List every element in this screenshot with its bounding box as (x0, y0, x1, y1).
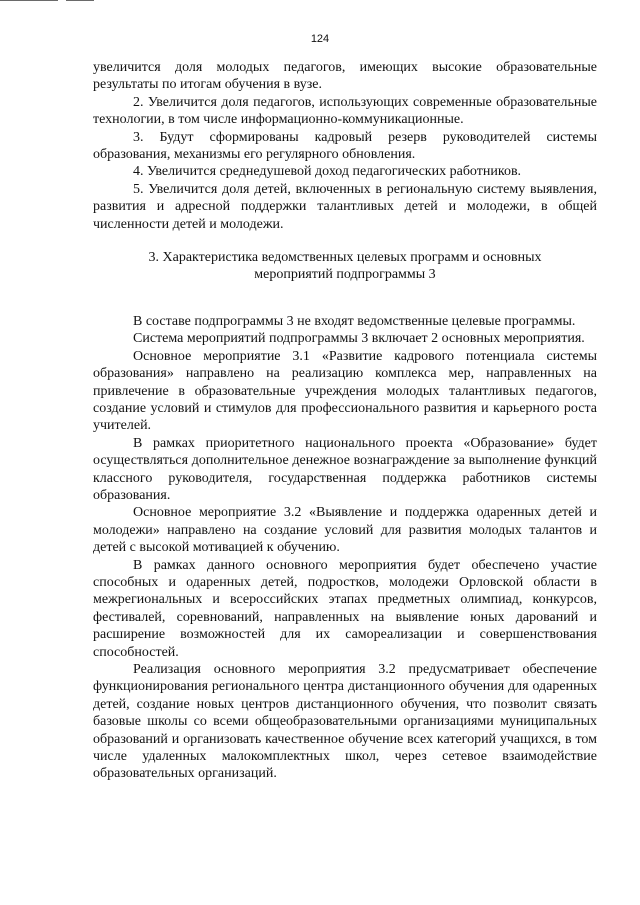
paragraph: Система мероприятий подпрограммы 3 включает 2 основных мероприятия. (133, 331, 585, 347)
paragraph: Основное мероприятие 3.2 «Выявление и поддержка одаренных детей и молодежи» направлено на создание условий для развития молодых талантов и детей с высокой мотивацией к обучению. (93, 505, 597, 556)
paragraph: Реализация основного мероприятия 3.2 предусматривает обеспечение функционирования регионального центра дистанционного обучения для одаренных детей, создание новых центров дистанционного обучения, что позволит связать базовые школы со всеми общеобразовательными организациями муниципальных образований и организовать качественное обучение всех категорий учащихся, в том числе удаленных малокомплектных школ, через сетевое взаимодействие образовательных организаций. (93, 662, 597, 782)
section-heading-line1: 3. Характеристика ведомственных целевых программ и основных (148, 250, 542, 266)
paragraphs-before (93, 59, 597, 233)
page-number: 124 (310, 33, 330, 45)
paragraph: увеличится доля молодых педагогов, имеющих высокие образовательные результаты по итогам обучения в вузе. (93, 60, 597, 93)
paragraph: 4. Увеличится среднедушевой доход педагогических работников. (133, 164, 522, 180)
paragraph: 5. Увеличится доля детей, включенных в региональную систему выявления, развития и адресной поддержки талантливых детей и молодежи, в общей численности детей и молодежи. (93, 181, 597, 232)
paragraph: Основное мероприятие 3.1 «Развитие кадрового потенциала системы образования» направлено на реализацию комплекса мер, направленных на привлечение в образовательные учреждения молодых талантливых педагогов, создание условий и стимулов для профессионального развития и карьерного роста учителей. (93, 348, 597, 434)
paragraph: В рамках данного основного мероприятия будет обеспечено участие способных и одаренных детей, подростков, молодежи Орловской области в межрегиональных и всероссийских этапах предметных олимпиад, конкурсов, фестивалей, соревнований, направленных на выявление юных дарований и расширение возможностей для их самореализации и совершенствования способностей. (93, 557, 597, 660)
section-heading (93, 249, 597, 284)
paragraph: 2. Увеличится доля педагогов, использующих современные образовательные технологии, в том числе информационно-коммуникационные. (93, 94, 597, 128)
document-body (93, 59, 597, 783)
section-heading-line2: мероприятий подпрограммы 3 (254, 267, 436, 283)
paragraphs-after (93, 313, 597, 783)
scan-corner-mark (0, 0, 96, 3)
paragraph: В рамках приоритетного национального проекта «Образование» будет осуществляться дополнительное денежное вознаграждение за выполнение функций классного руководителя, государственная поддержка работников системы образования. (93, 435, 597, 503)
paragraph: В составе подпрограммы 3 не входят ведомственные целевые программы. (133, 313, 576, 329)
paragraph: 3. Будут сформированы кадровый резерв руководителей системы образования, механизмы его регулярного обновления. (93, 129, 597, 163)
